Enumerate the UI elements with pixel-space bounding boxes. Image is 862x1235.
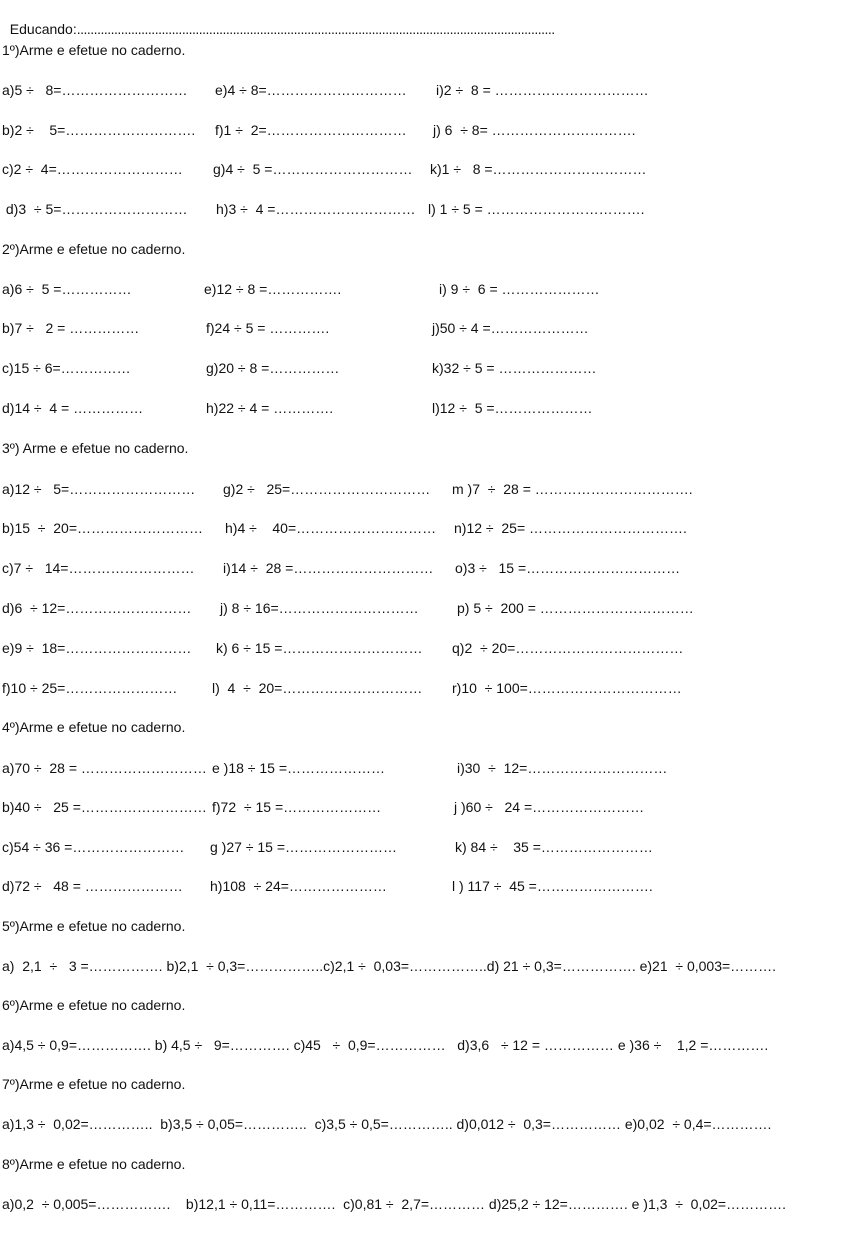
exercise-item: h)22 ÷ 4 = ………….: [206, 400, 334, 416]
section-7-title: 7º)Arme e efetue no caderno.: [2, 1076, 186, 1092]
exercise-item: i) 9 ÷ 6 = …………………: [439, 281, 600, 297]
exercise-item: j )60 ÷ 24 =……………………: [454, 799, 645, 815]
exercise-item: q)2 ÷ 20=………………………………: [452, 640, 684, 656]
exercise-item: b)15 ÷ 20=………………………: [2, 520, 204, 536]
section-8-exercises: a)0,2 ÷ 0,005=……………. b)12,1 ÷ 0,11=…………. c)0,81 ÷ 2,7=………… d)25,2 ÷ 12=…………. e )1,3 ÷ 0,02=………….: [2, 1196, 786, 1212]
exercise-item: h)4 ÷ 40=…………………………: [225, 520, 437, 536]
exercise-item: g)20 ÷ 8 =……………: [206, 360, 340, 376]
exercise-item: f)72 ÷ 15 =…………………: [212, 799, 382, 815]
section-8-title: 8º)Arme e efetue no caderno.: [2, 1156, 186, 1172]
exercise-item: d)3 ÷ 5=………………………: [2, 201, 188, 217]
section-4-title: 4º)Arme e efetue no caderno.: [2, 719, 186, 735]
section-1-title: 1º)Arme e efetue no caderno.: [2, 42, 186, 58]
exercise-item: e)9 ÷ 18=………………………: [2, 640, 192, 656]
student-label: Educando:: [9, 21, 77, 37]
section-6-exercises: a)4,5 ÷ 0,9=……………. b) 4,5 ÷ 9=…………. c)45 ÷ 0,9=…………… d)3,6 ÷ 12 = …………… e )36 ÷ 1,2 =………….: [2, 1037, 769, 1053]
exercise-item: b)40 ÷ 25 =………………………: [2, 799, 207, 815]
section-3-title: 3º) Arme e efetue no caderno.: [2, 440, 189, 456]
section-6-title: 6º)Arme e efetue no caderno.: [2, 997, 186, 1013]
exercise-item: r)10 ÷ 100=……………………………: [452, 680, 682, 696]
exercise-item: f)24 ÷ 5 = ………….: [206, 320, 330, 336]
exercise-item: i)30 ÷ 12=…………………………: [457, 760, 668, 776]
exercise-item: c)2 ÷ 4=………………………: [2, 161, 183, 177]
exercise-item: f)1 ÷ 2=…………………………: [215, 122, 407, 138]
exercise-item: i)2 ÷ 8 = ……………………………: [436, 82, 649, 98]
exercise-item: o)3 ÷ 15 =……………………………: [455, 560, 681, 576]
exercise-item: j) 6 ÷ 8= ………………………….: [433, 122, 636, 138]
section-7-exercises: a)1,3 ÷ 0,02=………….. b)3,5 ÷ 0,05=………….. c)3,5 ÷ 0,5=………….. d)0,012 ÷ 0,3=…………… e)0,02 ÷ 0,4=………….: [2, 1116, 772, 1132]
exercise-item: l ) 117 ÷ 45 =…………………….: [452, 878, 653, 894]
exercise-item: l) 1 ÷ 5 = …………………………….: [428, 201, 645, 217]
exercise-item: p) 5 ÷ 200 = ……………………………: [457, 600, 694, 616]
exercise-item: h)3 ÷ 4 =…………………………: [216, 201, 416, 217]
exercise-item: b)7 ÷ 2 = ……………: [2, 320, 140, 336]
exercise-item: l)12 ÷ 5 =…………………: [432, 400, 593, 416]
exercise-item: l) 4 ÷ 20=…………………………: [212, 680, 423, 696]
exercise-item: k)32 ÷ 5 = …………………: [432, 360, 597, 376]
exercise-item: e)4 ÷ 8=…………………………: [215, 82, 407, 98]
exercise-item: j)50 ÷ 4 =…………………: [432, 320, 589, 336]
exercise-item: k)1 ÷ 8 =……………………………: [430, 161, 647, 177]
exercise-item: c)7 ÷ 14=………………………: [2, 560, 195, 576]
exercise-item: n)12 ÷ 25= …………………………….: [454, 520, 687, 536]
exercise-item: k) 6 ÷ 15 =…………………………: [216, 640, 423, 656]
section-2-title: 2º)Arme e efetue no caderno.: [2, 241, 186, 257]
section-5-exercises: a) 2,1 ÷ 3 =……………. b)2,1 ÷ 0,3=……………..c)2,1 ÷ 0,03=……………..d) 21 ÷ 0,3=……………. e)21 ÷ 0,003=……….: [2, 958, 777, 974]
exercise-item: g)4 ÷ 5 =…………………………: [213, 161, 413, 177]
exercise-item: g )27 ÷ 15 =……………………: [210, 839, 398, 855]
exercise-item: b)2 ÷ 5=……………………….: [2, 122, 196, 138]
student-name-field[interactable]: .............................................................................................................................................: [76, 21, 555, 37]
exercise-item: a)12 ÷ 5=………………………: [2, 481, 196, 497]
section-5-title: 5º)Arme e efetue no caderno.: [2, 918, 186, 934]
exercise-item: j) 8 ÷ 16=…………………………: [220, 600, 419, 616]
exercise-item: a)5 ÷ 8=………………………: [2, 82, 188, 98]
exercise-item: d)6 ÷ 12=………………………: [2, 600, 192, 616]
exercise-item: c)54 ÷ 36 =……………………: [2, 839, 185, 855]
exercise-item: k) 84 ÷ 35 =……………………: [455, 839, 653, 855]
exercise-item: a)6 ÷ 5 =……………: [2, 281, 132, 297]
exercise-item: e)12 ÷ 8 =…………….: [204, 281, 342, 297]
exercise-item: d)72 ÷ 48 = …………………: [2, 878, 183, 894]
exercise-item: f)10 ÷ 25=……………………: [2, 680, 178, 696]
exercise-item: a)70 ÷ 28 = ………………………: [2, 760, 207, 776]
exercise-item: d)14 ÷ 4 = ……………: [2, 400, 144, 416]
exercise-item: i)14 ÷ 28 =…………………………: [223, 560, 434, 576]
exercise-item: h)108 ÷ 24=…………………: [210, 878, 387, 894]
exercise-item: e )18 ÷ 15 =…………………: [212, 760, 386, 776]
exercise-item: g)2 ÷ 25=…………………………: [223, 481, 431, 497]
exercise-item: m )7 ÷ 28 = …………………………….: [452, 481, 693, 497]
exercise-item: c)15 ÷ 6=……………: [2, 360, 131, 376]
student-name-line: [2, 2, 555, 38]
